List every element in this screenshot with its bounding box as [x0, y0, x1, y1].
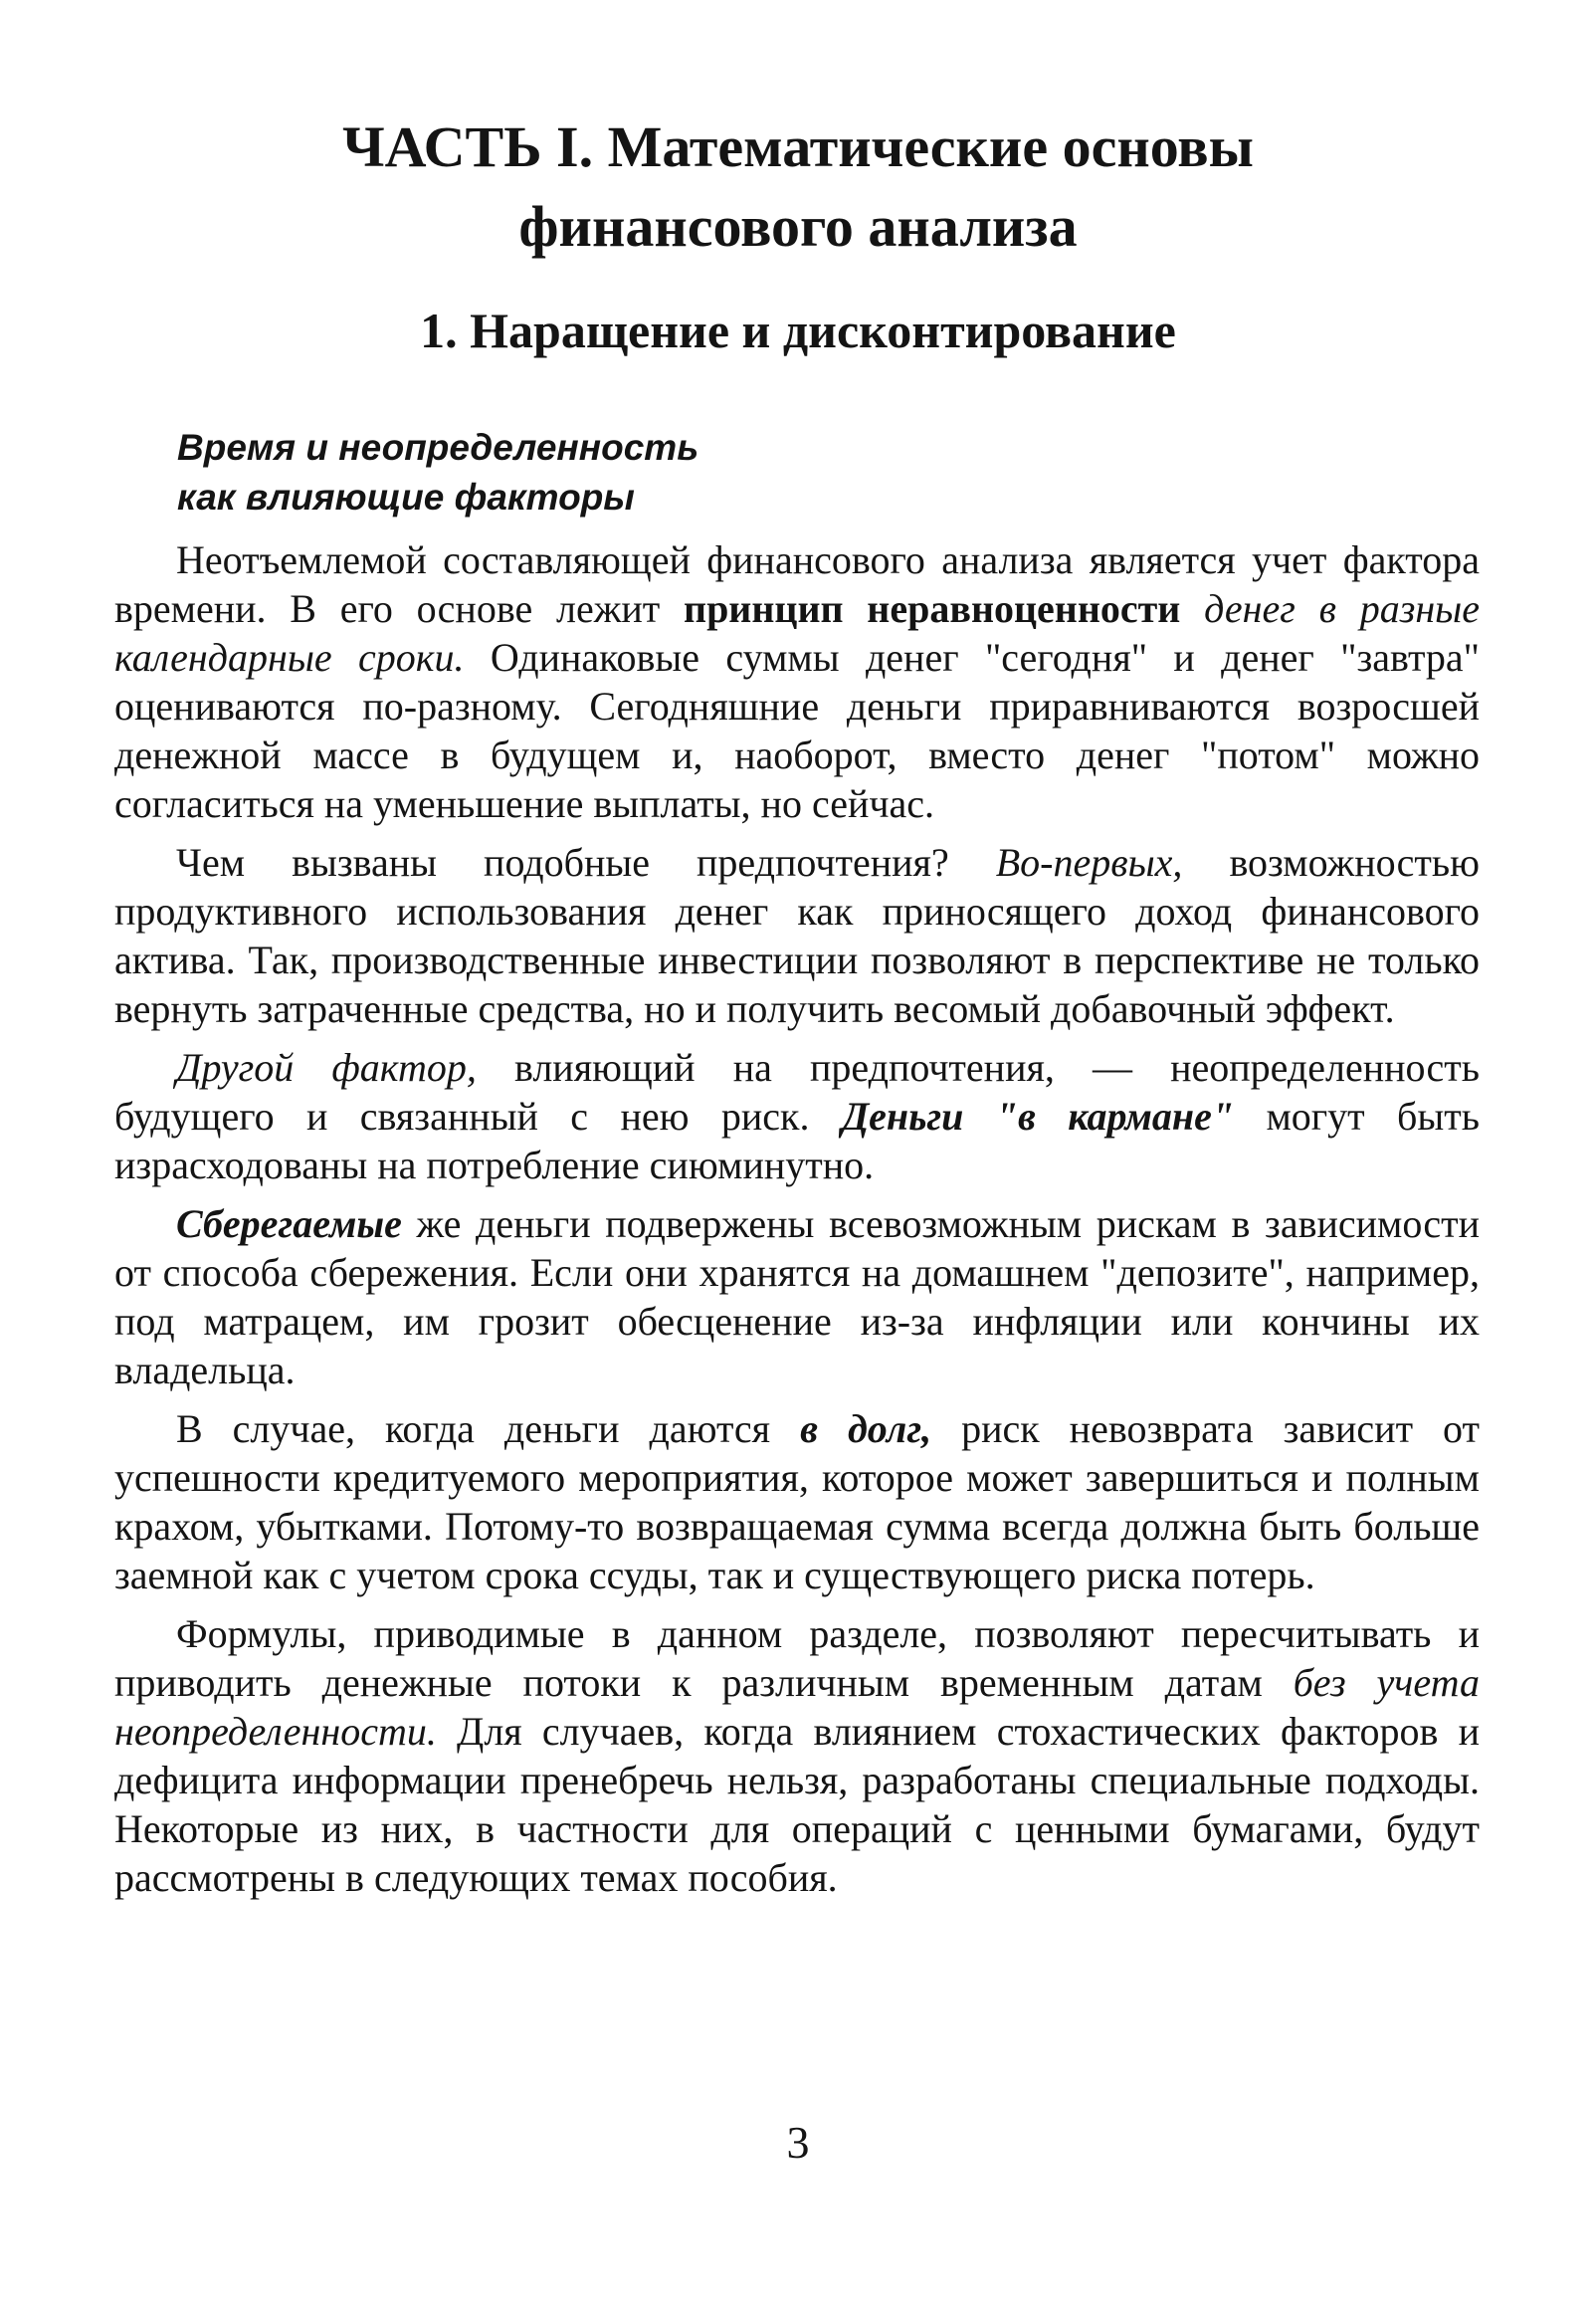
part-title-line-2: финансового анализа: [518, 194, 1078, 259]
p1-bold-term: принцип неравноценности: [684, 586, 1181, 631]
paragraph-2: [114, 838, 1480, 1033]
p5-text-c: риск невозврата зависит от успешности кредитуемого мероприятия, которое может завершиться и полным крахом, убытками. Потому-то возвращаемая сумма всегда должна быть больше заемной как с учетом срока ссуды, так и существующего риска потерь.: [114, 1406, 1481, 1597]
p1-italic-term: денег в разные календарные сроки.: [114, 586, 1481, 680]
p4-text-b: же деньги подвержены всевозможным рискам в зависимости от способа сбережения. Если они хранятся на домашнем "депозите", например, под матрацем, им грозит обесценение из-за инфляции или кончины их владельца.: [114, 1201, 1480, 1392]
part-title: [0, 107, 1596, 267]
p5-text-a: В случае, когда деньги даются: [176, 1406, 801, 1451]
p6-italic-term: без учета неопределенности.: [114, 1660, 1480, 1754]
paragraph-4: [114, 1199, 1480, 1394]
section-title-line-1: Время и неопределенность: [177, 427, 699, 468]
p3-text-d: могут быть израсходованы на потребление сиюминутно.: [114, 1094, 1480, 1187]
p4-bold-italic-term: Сберегаемые: [176, 1201, 402, 1246]
paragraph-5: [114, 1404, 1480, 1599]
part-title-line-1: ЧАСТЬ I. Математические основы: [342, 114, 1254, 179]
p3-bold-italic-term: Деньги "в кармане": [841, 1094, 1235, 1139]
p2-text-a: Чем вызваны подобные предпочтения?: [176, 840, 996, 885]
p6-text-c: Для случаев, когда влиянием стохастических факторов и дефицита информации пренебречь нельзя, разработаны специальные подходы. Некоторые из них, в частности для операций с ценными бумагами, будут рассмотрены в следующих темах пособия.: [114, 1709, 1480, 1900]
paragraph-3: [114, 1043, 1480, 1189]
p2-text-c: возможностью продуктивного использования денег как приносящего доход финансового актива. Так, производственные инвестиции позволяют в перспективе не только вернуть затраченные средства, но и получить весомый добавочный эффект.: [114, 840, 1481, 1031]
body-text: [114, 535, 1480, 1912]
p2-italic-term: Во-первых,: [995, 840, 1183, 885]
p1-space: [1180, 586, 1204, 631]
page-number: 3: [786, 2117, 810, 2168]
paragraph-6: [114, 1609, 1480, 1902]
p3-italic-term: Другой фактор,: [176, 1045, 477, 1090]
paragraph-1: [114, 535, 1480, 828]
section-title: [177, 423, 1073, 523]
p6-text-a: Формулы, приводимые в данном разделе, позволяют пересчитывать и приводить денежные потоки к различным временным датам: [114, 1611, 1480, 1705]
section-title-line-2: как влияющие факторы: [177, 477, 635, 518]
chapter-title: 1. Наращение и дисконтирование: [420, 303, 1176, 358]
p1-text-e: Одинаковые суммы денег "сегодня" и денег "завтра" оцениваются по-разному. Сегодняшние деньги приравниваются возросшей денежной массе в будущем и, наоборот, вместо денег "потом" можно согласиться на уменьшение выплаты, но сейчас.: [114, 635, 1480, 826]
p3-text-b: влияющий на предпочтения, — неопределенность будущего и связанный с нею риск.: [114, 1045, 1480, 1139]
p5-bold-italic-term: в долг,: [800, 1406, 932, 1451]
p1-text-a: Неотъемлемой составляющей финансового анализа является учет фактора времени. В его основе лежит: [114, 537, 1480, 631]
